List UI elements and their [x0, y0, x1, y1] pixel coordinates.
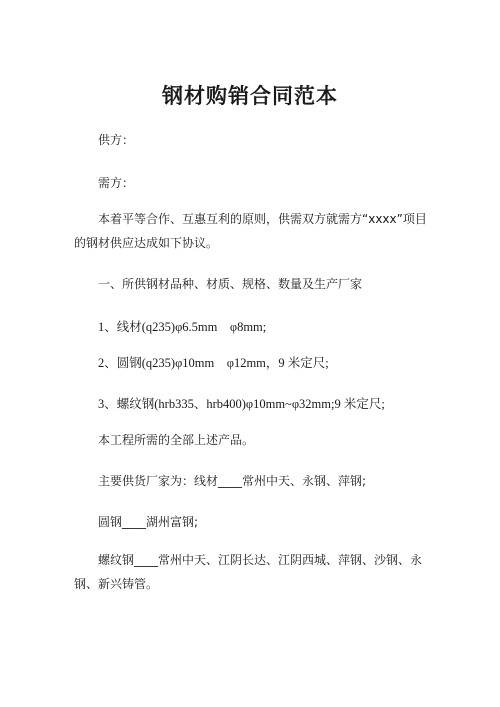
manufacturers-wire-rod: 主要供货厂家为：线材____常州中天、永钢、萍钢; [98, 474, 367, 488]
item-3-rebar: 3、螺纹钢(hrb335、hrb400)φ10mm~φ32mm;9 米定尺; [98, 397, 385, 411]
document-title: 钢材购销合同范本 [162, 84, 338, 108]
scope-line: 本工程所需的全部上述产品。 [98, 433, 255, 447]
intro-paragraph: 本着平等合作、互惠互利的原则，供需双方就需方“xxxx”项目的钢材供应达成如下协议。 [74, 212, 427, 250]
manufacturers-rebar: 螺纹钢____常州中天、江阴长达、江阴西城、萍钢、沙钢、永钢、新兴铸管。 [74, 553, 423, 591]
manufacturers-round-bar: 圆钢____湖州富钢; [98, 515, 199, 529]
supplier-line: 供方： [98, 133, 135, 147]
section-heading-1: 一、所供钢材品种、材质、规格、数量及生产厂家 [98, 277, 363, 291]
buyer-line: 需方： [98, 176, 135, 190]
item-2-round-bar: 2、圆钢(q235)φ10mm φ12mm，9 米定尺; [98, 356, 329, 370]
item-1-wire-rod: 1、线材(q235)φ6.5mm φ8mm; [98, 320, 267, 334]
